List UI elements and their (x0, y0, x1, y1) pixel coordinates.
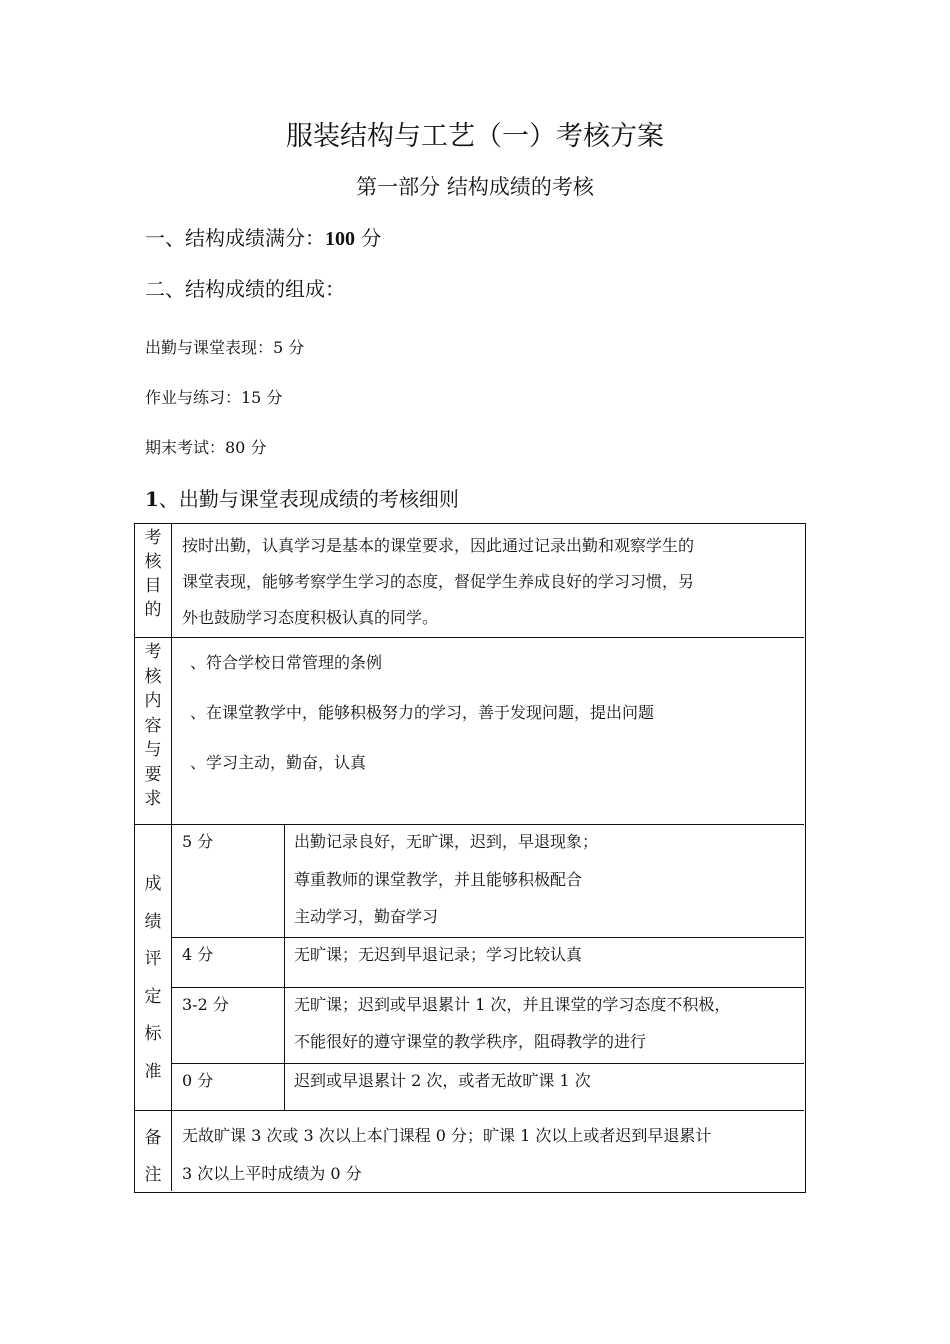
remarks-text-line: 3 次以上平时成绩为 0 分 (182, 1164, 362, 1183)
content-label: 考 核 内 容 与 要 求 (144, 642, 162, 809)
full-score-label: 一、结构成绩满分： (145, 226, 325, 250)
full-score-unit: 分 (355, 226, 382, 250)
content-item: 、在课堂教学中，能够积极努力的学习，善于发现问题，提出问题 (190, 703, 655, 722)
remarks-text-line: 无故旷课 3 次或 3 次以上本门课程 0 分；旷课 1 次以上或者迟到早退累计 (182, 1126, 712, 1145)
grade-score: 5 分 (182, 832, 214, 851)
purpose-text-line: 外也鼓励学习态度积极认真的同学。 (182, 608, 439, 627)
grade-desc-line: 尊重教师的课堂教学，并且能够积极配合 (294, 870, 583, 889)
grading-label: 成 绩 评 定 标 准 (144, 874, 162, 1082)
remarks-label: 备 注 (144, 1128, 162, 1185)
grade-desc-line: 迟到或早退累计 2 次，或者无故旷课 1 次 (294, 1071, 591, 1090)
section-title: 、出勤与课堂表现成绩的考核细则 (158, 487, 459, 511)
grade-desc-line: 出勤记录良好，无旷课，迟到，早退现象； (294, 832, 599, 851)
assessment-table (134, 523, 806, 1193)
section-heading (145, 483, 459, 512)
content-item: 、学习主动，勤奋，认真 (190, 753, 367, 772)
purpose-text-line: 按时出勤，认真学习是基本的课堂要求，因此通过记录出勤和观察学生的 (182, 536, 695, 555)
composition-item: 作业与练习：15 分 (145, 388, 283, 407)
grade-desc-line: 无旷课；无迟到早退记录；学习比较认真 (294, 945, 583, 964)
grade-desc-line: 无旷课；迟到或早退累计 1 次，并且课堂的学习态度不积极， (294, 995, 731, 1014)
composition-heading: 二、结构成绩的组成： (145, 277, 345, 301)
content-item: 、符合学校日常管理的条例 (190, 653, 383, 672)
page-title: 服装结构与工艺（一）考核方案 (286, 121, 664, 152)
grade-score: 3-2 分 (182, 995, 229, 1014)
grade-desc-line: 主动学习，勤奋学习 (294, 907, 439, 926)
full-score-value: 100 (325, 228, 355, 250)
grade-score: 0 分 (182, 1071, 214, 1090)
page-subtitle: 第一部分 结构成绩的考核 (356, 175, 594, 199)
purpose-text-line: 课堂表现，能够考察学生学习的态度，督促学生养成良好的学习习惯，另 (182, 572, 695, 591)
composition-item: 期末考试：80 分 (145, 438, 267, 457)
grade-score: 4 分 (182, 945, 214, 964)
section-number: 1 (145, 487, 159, 511)
purpose-label: 考 核 目 的 (144, 528, 162, 620)
full-score-heading (145, 222, 381, 251)
composition-item: 出勤与课堂表现：5 分 (145, 338, 305, 357)
grade-desc-line: 不能很好的遵守课堂的教学秩序，阻碍教学的进行 (294, 1032, 647, 1051)
